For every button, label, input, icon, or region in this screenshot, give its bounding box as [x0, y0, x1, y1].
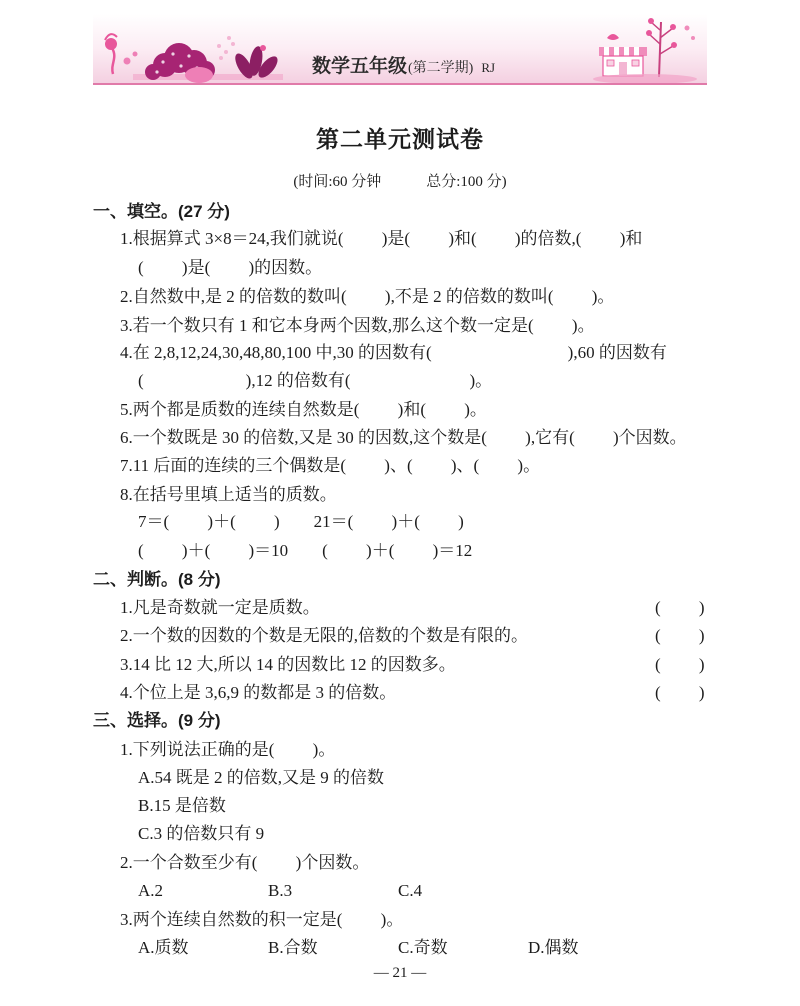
fill-in-q8: 8.在括号里填上适当的质数。: [120, 485, 337, 504]
judge-q3: 3.14 比 12 大,所以 14 的因数比 12 的因数多。: [120, 655, 456, 674]
judge-q4-answer-blank: ( ): [655, 683, 705, 702]
judge-q1-answer-blank: ( ): [655, 598, 705, 617]
tree-decoration: [646, 18, 695, 77]
section-judge-heading: 二、判断。(8 分): [93, 570, 221, 589]
judge-q2: 2.一个数的因数的个数是无限的,倍数的个数是有限的。: [120, 626, 528, 645]
choice-q2-option-a: A.2: [138, 881, 164, 900]
fill-in-q3: 3.若一个数只有 1 和它本身两个因数,那么这个数一定是( )。: [120, 316, 595, 335]
left-dots-decoration: [217, 36, 235, 60]
section-fill-in-heading: 一、填空。(27 分): [93, 202, 230, 221]
judge-q1: 1.凡是奇数就一定是质数。: [120, 598, 320, 617]
fill-in-q7: 7.11 后面的连续的三个偶数是( )、( )、( )。: [120, 456, 541, 475]
choice-q2-option-c: C.4: [398, 881, 423, 900]
fill-in-q4-line2: ( ),12 的倍数有( )。: [138, 371, 493, 390]
judge-q4: 4.个位上是 3,6,9 的数都是 3 的倍数。: [120, 683, 397, 702]
judge-q3-answer-blank: ( ): [655, 655, 705, 674]
choice-q3-option-b: B.合数: [268, 938, 318, 957]
section-choice-heading: 三、选择。(9 分): [93, 711, 221, 730]
fill-in-q8-equations-1: 7＝( )＋( ) 21＝( )＋( ): [138, 512, 464, 531]
exam-time-and-score: (时间:60 分钟 总分:100 分): [293, 174, 507, 190]
bird-icon: [607, 34, 619, 40]
fill-in-q1-line1: 1.根据算式 3×8＝24,我们就说( )是( )和( )的倍数,( )和: [120, 229, 643, 248]
left-flower-decoration: [105, 34, 138, 74]
choice-q1-option-a: A.54 既是 2 的倍数,又是 9 的倍数: [138, 768, 385, 787]
choice-q2-stem: 2.一个合数至少有( )个因数。: [120, 853, 370, 872]
page-title: 第二单元测试卷: [316, 127, 484, 152]
house-decoration: [599, 47, 647, 76]
choice-q3-option-c: C.奇数: [398, 938, 448, 957]
fill-in-q2: 2.自然数中,是 2 的倍数的数叫( ),不是 2 的倍数的数叫( )。: [120, 287, 615, 306]
choice-q3-stem: 3.两个连续自然数的积一定是( )。: [120, 910, 404, 929]
judge-q2-answer-blank: ( ): [655, 626, 705, 645]
choice-q1-stem: 1.下列说法正确的是( )。: [120, 740, 336, 759]
fill-in-q5: 5.两个都是质数的连续自然数是( )和( )。: [120, 400, 487, 419]
fill-in-q1-line2: ( )是( )的因数。: [138, 258, 323, 277]
fill-in-q8-equations-2: ( )＋( )＝10 ( )＋( )＝12: [138, 541, 473, 560]
book-term: (第二学期): [408, 61, 474, 76]
choice-q1-option-c: C.3 的倍数只有 9: [138, 824, 265, 843]
choice-q1-option-b: B.15 是倍数: [138, 796, 226, 815]
book-edition: RJ: [481, 60, 496, 75]
page-number: — 21 —: [373, 965, 427, 981]
fill-in-q4-line1: 4.在 2,8,12,24,30,48,80,100 中,30 的因数有( ),60 的因数有: [120, 343, 667, 362]
fill-in-q6: 6.一个数既是 30 的倍数,又是 30 的因数,这个数是( ),它有( )个因数。: [120, 428, 687, 447]
choice-q3-option-d: D.偶数: [528, 938, 579, 957]
choice-q3-option-a: A.质数: [138, 938, 189, 957]
book-title: 数学五年级: [312, 56, 408, 77]
header-banner: [93, 14, 707, 85]
choice-q2-option-b: B.3: [268, 881, 293, 900]
book-title-group: [312, 51, 496, 77]
